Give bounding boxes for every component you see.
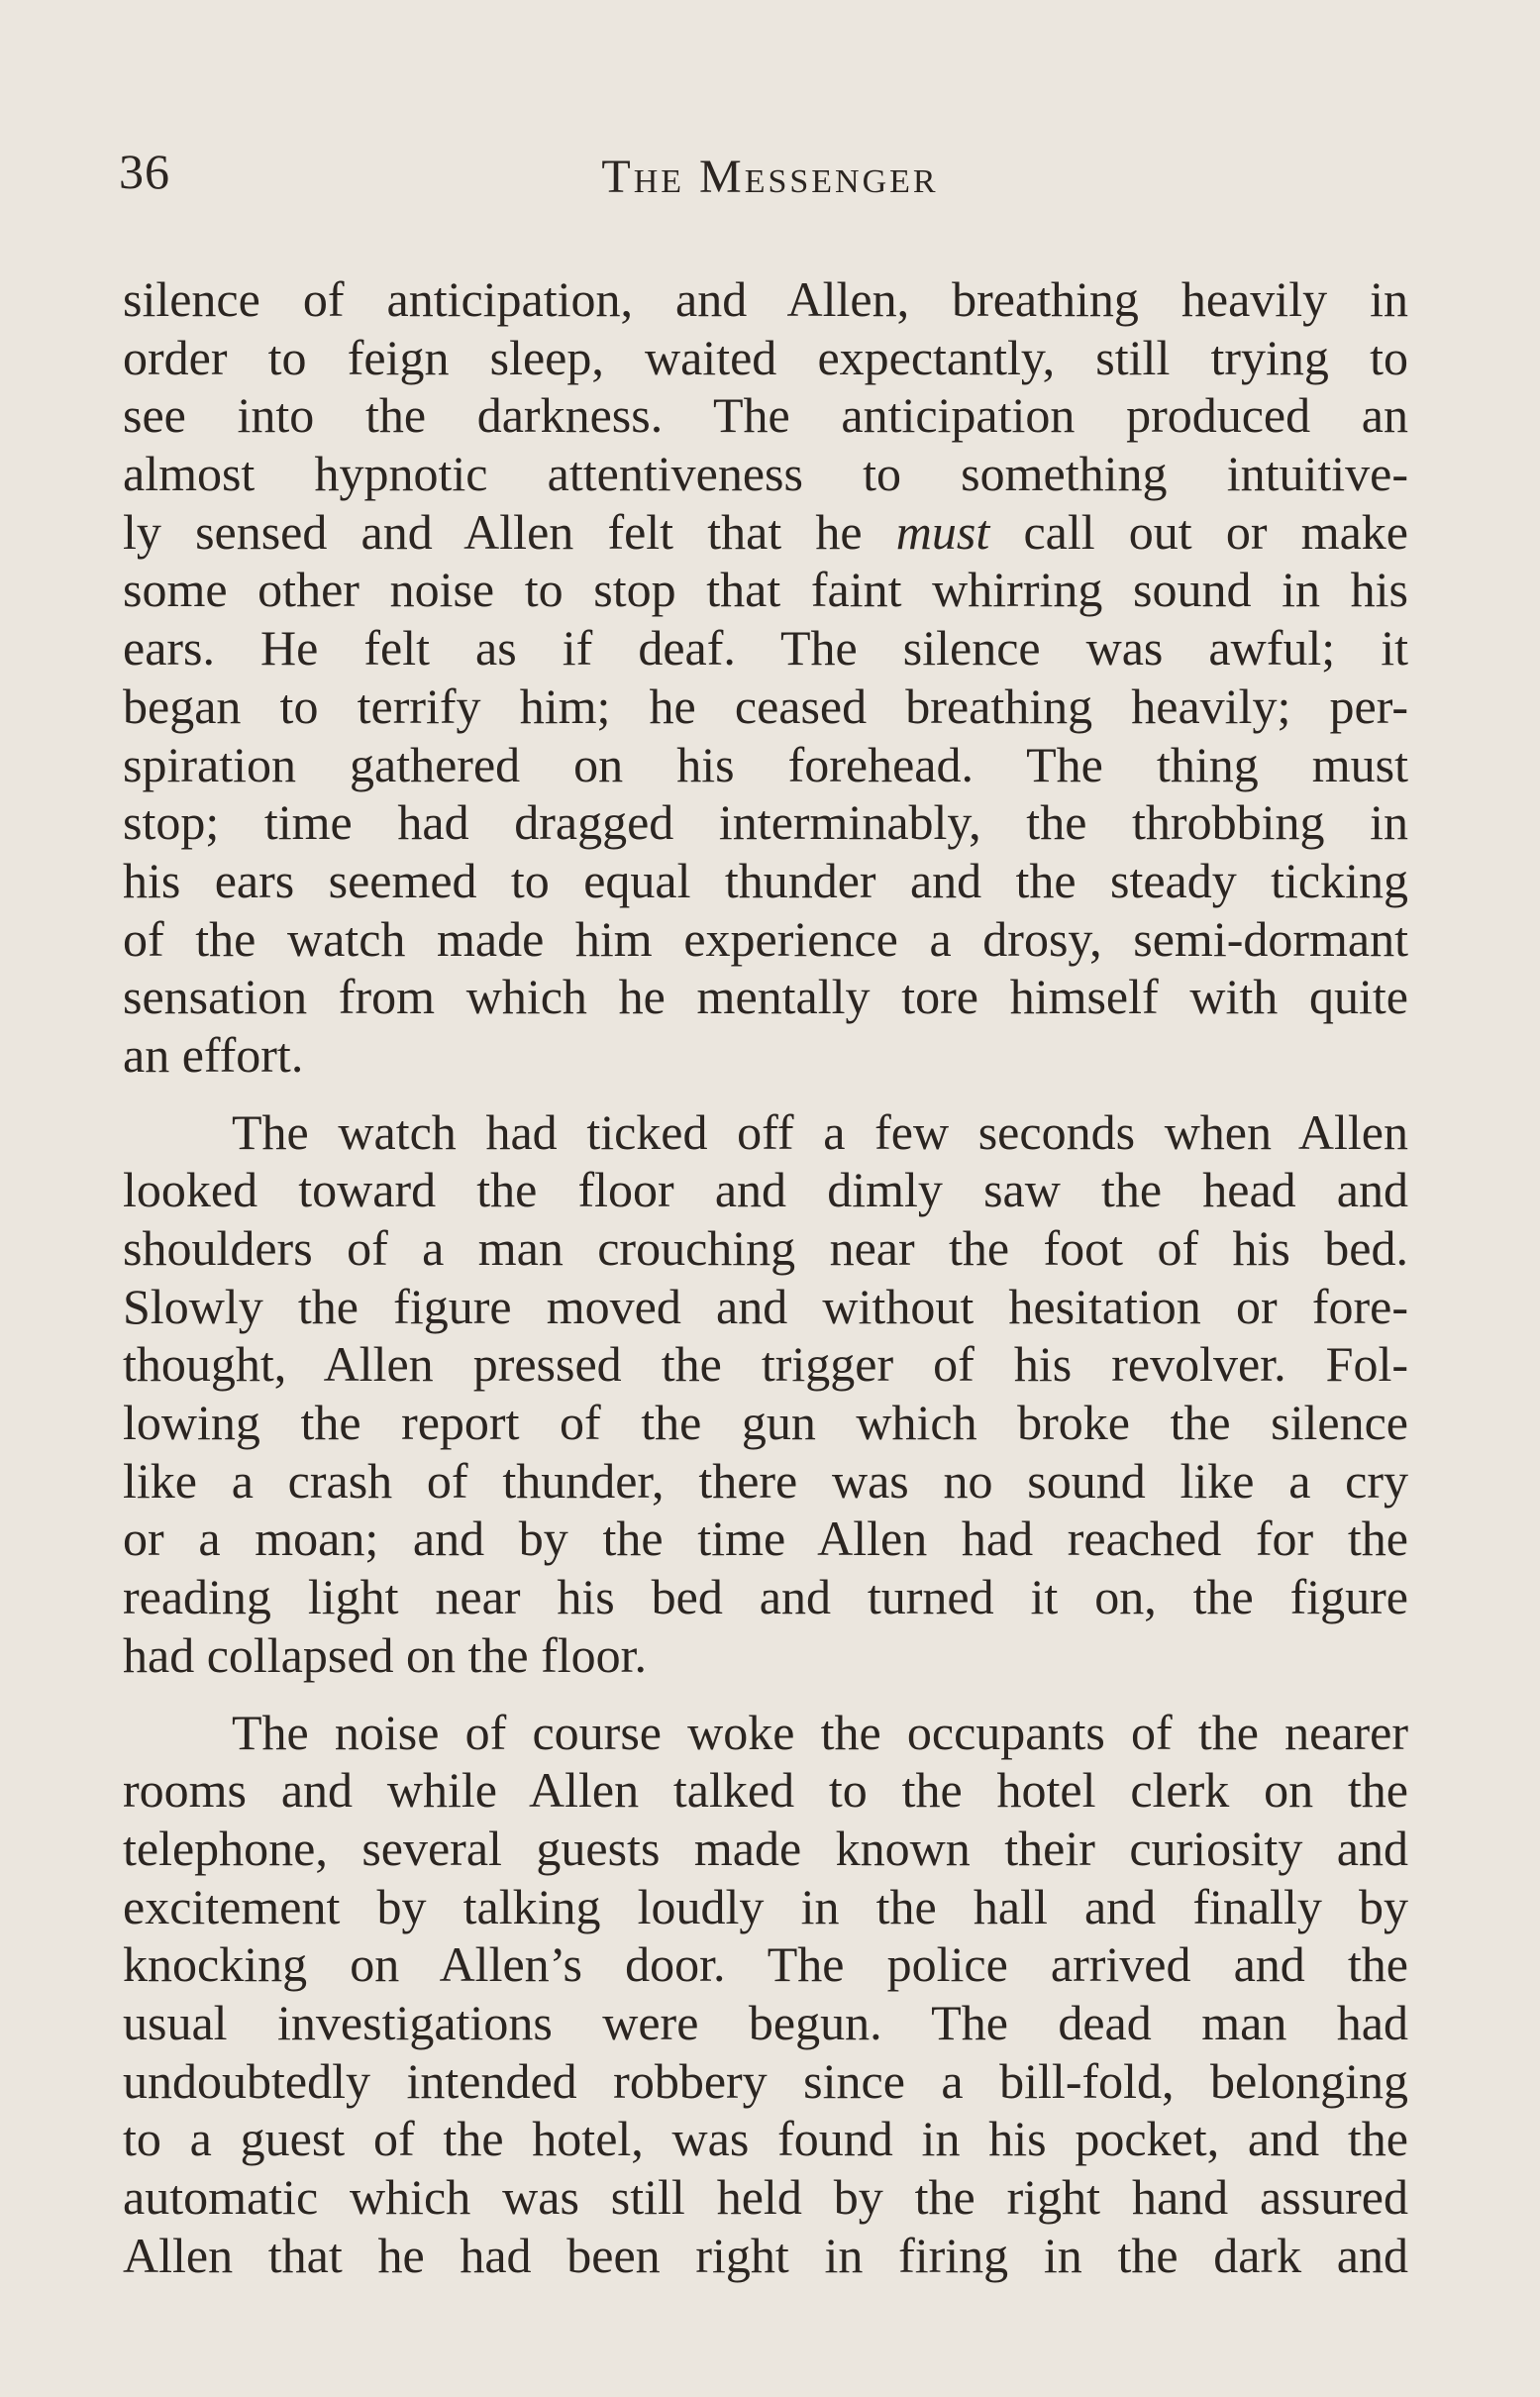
text-line: automatic which was still held by the right hand assured	[123, 2169, 1408, 2225]
text-line: order to feign sleep, waited expectantly, still trying to	[123, 329, 1408, 385]
text-line: excitement by talking loudly in the hall and finally by	[123, 1878, 1408, 1934]
text-line: almost hypnotic attentiveness to something intuitive-	[123, 446, 1408, 502]
text-line: some other noise to stop that faint whirring sound in his	[123, 562, 1408, 618]
text-line: thought, Allen pressed the trigger of his revolver. Fol-	[123, 1336, 1408, 1393]
text-line-start: ly sensed and Allen felt that he	[123, 503, 896, 560]
text-line: The noise of course woke the occupants of the nearer	[232, 1704, 1408, 1760]
body-text	[123, 270, 1408, 2284]
text-line	[123, 503, 1408, 562]
text-line: stop; time had dragged interminably, the throbbing in	[123, 794, 1408, 851]
text-line: shoulders of a man crouching near the foot of his bed.	[123, 1220, 1408, 1276]
paragraph-3	[123, 1704, 1408, 2285]
text-line: sensation from which he mentally tore himself with quite	[123, 969, 1408, 1025]
text-line: or a moan; and by the time Allen had reached for the	[123, 1511, 1408, 1567]
emphasized-word: must	[895, 503, 990, 560]
text-line: Allen that he had been right in firing in the dark and	[123, 2227, 1408, 2283]
text-line: The watch had ticked off a few seconds when Allen	[232, 1103, 1408, 1160]
paragraph-gap	[123, 1685, 1408, 1704]
text-line: spiration gathered on his forehead. The thing must	[123, 736, 1408, 792]
text-line: like a crash of thunder, there was no sound like a cry	[123, 1452, 1408, 1509]
text-line: rooms and while Allen talked to the hotel clerk on the	[123, 1762, 1408, 1819]
text-line-end: call out or make	[989, 503, 1408, 560]
page-number: 36	[119, 144, 170, 199]
text-line: ears. He felt as if deaf. The silence was awful; it	[123, 620, 1408, 677]
text-line: an effort.	[123, 1026, 304, 1083]
text-line: his ears seemed to equal thunder and the steady ticking	[123, 852, 1408, 908]
text-line: began to terrify him; he ceased breathing heavily; per-	[123, 677, 1408, 734]
paragraph-gap	[123, 1085, 1408, 1103]
text-line: had collapsed on the floor.	[123, 1626, 648, 1683]
text-line: usual investigations were begun. The dead man had	[123, 1994, 1408, 2050]
text-line: knocking on Allen’s door. The police arrived and the	[123, 1936, 1408, 1993]
running-head-title: The Messenger	[601, 151, 939, 203]
text-line: see into the darkness. The anticipation produced an	[123, 387, 1408, 444]
text-line: to a guest of the hotel, was found in his pocket, and the	[123, 2111, 1408, 2167]
paragraph-1	[123, 270, 1408, 1085]
text-line: Slowly the figure moved and without hesitation or fore-	[123, 1278, 1408, 1334]
text-line: looked toward the floor and dimly saw the head and	[123, 1162, 1408, 1218]
text-line: reading light near his bed and turned it on, the figure	[123, 1569, 1408, 1625]
text-line: silence of anticipation, and Allen, breathing heavily in	[123, 271, 1408, 327]
text-line: undoubtedly intended robbery since a bill-fold, belonging	[123, 2052, 1408, 2109]
text-line: lowing the report of the gun which broke the silence	[123, 1395, 1408, 1451]
text-line: of the watch made him experience a drosy, semi-dormant	[123, 910, 1408, 967]
text-line: telephone, several guests made known their curiosity and	[123, 1820, 1408, 1876]
paragraph-2	[123, 1103, 1408, 1685]
